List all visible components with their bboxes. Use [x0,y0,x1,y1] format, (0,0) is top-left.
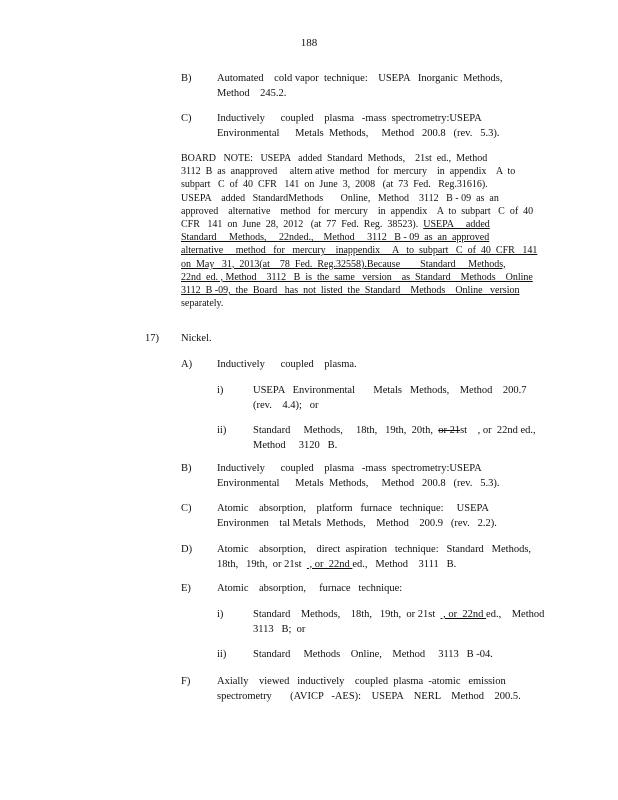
nickel-item-e [0,582,618,598]
item-line [217,558,537,573]
nickel-item-a-ii [0,424,618,454]
note-inserted-text: Standard Methods, 22nded., Method 3112 B - 09 as an approved [181,232,490,244]
mercury-item-c [0,112,618,142]
subitem-text [253,384,537,413]
note-text: 3112 B as anapproved altern ative method for mercury in appendix A to [181,166,516,178]
item-text-part: 18th, 19th, or 21st [217,558,307,570]
item-label: B) [181,463,192,474]
item-text [217,675,537,704]
nickel-item-b [0,462,618,492]
item-text [217,72,537,101]
board-note [181,152,537,310]
note-line [181,192,537,205]
item-text-part: ed., Method 3111 B. [352,558,457,570]
item-label: F) [181,676,191,687]
item-line: Method 3120 B. [253,439,338,451]
note-text: BOARD NOTE: USEPA added Standard Methods, 21st ed., Method [181,153,488,164]
subitem-text: Standard Methods Online, Method 3113 B -04. [253,649,493,660]
note-line [181,231,537,244]
nickel-item-e-i [0,608,618,638]
note-line [181,218,537,231]
note-line [181,258,537,271]
item-line: Method 245.2. [217,87,287,99]
section-title: Nickel. [181,333,212,344]
item-line: Environmental Metals Methods, Method 200.8 (rev. 5.3). [217,477,500,489]
item-label: B) [181,73,192,84]
item-text [217,543,537,572]
item-label: A) [181,359,193,370]
note-text: CFR 141 on June 28, 2012 (at 77 Fed. Reg. 38523). [181,219,424,231]
item-line: USEPA Environmental Metals Methods, Method 200.7 [253,385,527,396]
subitem-text [253,424,537,453]
item-line: (rev. 4.4); or [253,399,319,411]
nickel-item-f [0,675,618,705]
item-label: E) [181,583,191,594]
page-number: 188 [300,37,318,49]
item-text-part: Standard Methods, 18th, 19th, 20th, [253,425,439,436]
item-line: Environmental Metals Methods, Method 200.8 (rev. 5.3). [217,127,500,139]
subitem-label: i) [217,609,224,620]
mercury-item-b [0,72,618,102]
note-line [181,178,537,191]
item-text: Inductively coupled plasma. [217,359,357,370]
nickel-item-e-ii [0,648,618,664]
item-line [253,608,545,623]
subitem-label: ii) [217,425,227,436]
item-line: Automated cold vapor technique: USEPA Inorganic Methods, [217,73,503,84]
nickel-item-a [0,358,618,374]
item-line: Atomic absorption, direct aspiration technique: Standard Methods, [217,544,532,555]
item-text [217,112,537,141]
note-line [181,297,537,310]
note-line [181,165,537,178]
item-text-part: ed., Method [486,609,545,620]
item-label: D) [181,544,193,555]
subitem-label: i) [217,385,224,396]
item-text-part: Standard Methods, 18th, 19th, or 21st [253,609,441,620]
subitem-label: ii) [217,649,227,660]
note-text: separately. [181,298,224,310]
nickel-item-c [0,502,618,532]
note-line [181,205,537,218]
item-line: Inductively coupled plasma -mass spectrometry:USEPA [217,113,482,124]
inserted-text: , or 22nd [440,609,487,620]
inserted-text: , or 22nd [306,558,353,570]
note-line [181,284,537,297]
item-line: Environmen tal Metals Methods, Method 200.9 (rev. 2.2). [217,517,497,529]
nickel-item-d [0,543,618,573]
struck-text: or 21 [438,425,461,436]
note-inserted-text: USEPA added [423,219,490,231]
note-inserted-text: on May 31, 2013(at 78 Fed. Reg.32558).Because Standard Methods, [181,258,506,270]
item-label: C) [181,113,192,124]
item-line [253,424,537,439]
note-text: subpart C of 40 CFR 141 on June 3, 2008 (at 73 Fed. Reg.31616). [181,179,488,191]
item-line: 3113 B; or [253,623,306,635]
item-line: Axially viewed inductively coupled plasma -atomic emission [217,676,506,687]
note-inserted-text: 3112 B -09, the Board has not listed the Standard Methods Online version [181,285,520,297]
item-text: Atomic absorption, furnace technique: [217,583,403,594]
subitem-text [253,608,545,637]
note-inserted-text: 22nd ed. , Method 3112 B is the same version as Standard Methods Online [181,271,533,283]
note-text: approved alternative method for mercury in appendix A to subpart C of 40 [181,205,534,217]
item-text [217,502,537,531]
item-label: C) [181,503,192,514]
item-line: spectrometry (AVICP -AES): USEPA NERL Method 200.5. [217,690,521,702]
note-text: USEPA added StandardMethods Online, Method 3112 B - 09 as an [181,192,499,204]
section-17-heading [0,332,618,348]
item-text [217,462,537,491]
note-line [181,271,537,284]
item-text-part: st , or 22nd ed., [460,425,536,436]
item-line: Inductively coupled plasma -mass spectrometry:USEPA [217,463,482,474]
item-line: Atomic absorption, platform furnace technique: USEPA [217,503,489,514]
section-number: 17) [145,333,159,344]
note-inserted-text: alternative method for mercury inappendix A to subpart C of 40 CFR 141 [181,245,538,257]
note-line [181,152,537,165]
nickel-item-a-i [0,384,618,414]
note-line [181,244,537,257]
